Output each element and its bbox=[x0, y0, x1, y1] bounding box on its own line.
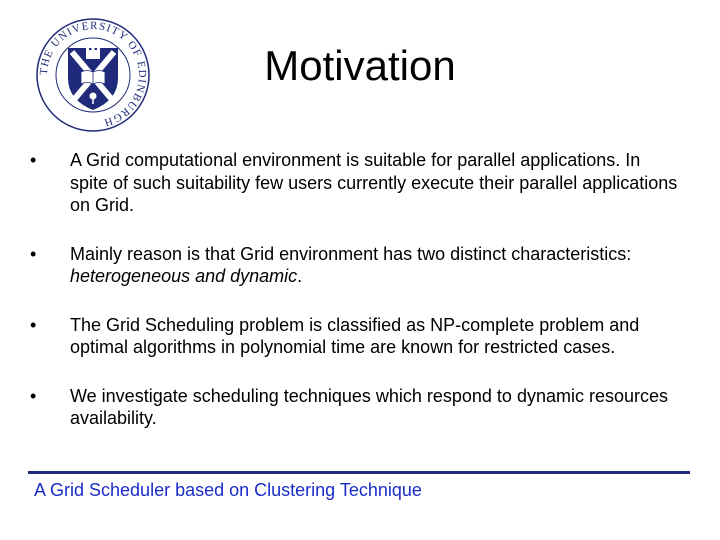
bullet-item bbox=[30, 243, 680, 288]
bullet-marker: • bbox=[30, 385, 37, 406]
bullet-item bbox=[30, 314, 680, 359]
bullet-emphasis: heterogeneous and dynamic bbox=[70, 266, 298, 286]
footer-text: A Grid Scheduler based on Clustering Technique bbox=[34, 480, 422, 500]
bullet-suffix: . bbox=[297, 266, 303, 286]
bullet-text: The Grid Scheduling problem is classified as NP-complete problem and optimal algorithms in polynomial time are known for restricted cases. bbox=[70, 314, 640, 357]
university-crest-icon bbox=[34, 16, 152, 134]
bullet-item bbox=[30, 149, 680, 217]
bullet-text: We investigate scheduling techniques which respond to dynamic resources availability. bbox=[70, 385, 668, 428]
bullet-text: A Grid computational environment is suitable for parallel applications. In spite of such suitability few users currently execute their parallel applications on Grid. bbox=[70, 150, 678, 215]
bullet-marker: • bbox=[30, 243, 37, 264]
bullet-marker: • bbox=[30, 150, 37, 170]
bullet-list bbox=[30, 149, 680, 430]
slide-title: Motivation bbox=[264, 42, 456, 89]
bullet-text: Mainly reason is that Grid environment has two distinct characteristics: bbox=[70, 243, 632, 264]
footer-divider bbox=[28, 471, 690, 474]
university-logo bbox=[34, 16, 152, 134]
svg-text:THE UNIVERSITY OF EDINBURGH: THE UNIVERSITY OF EDINBURGH bbox=[37, 19, 149, 129]
bullet-marker: • bbox=[30, 314, 37, 335]
bullet-item bbox=[30, 385, 680, 430]
